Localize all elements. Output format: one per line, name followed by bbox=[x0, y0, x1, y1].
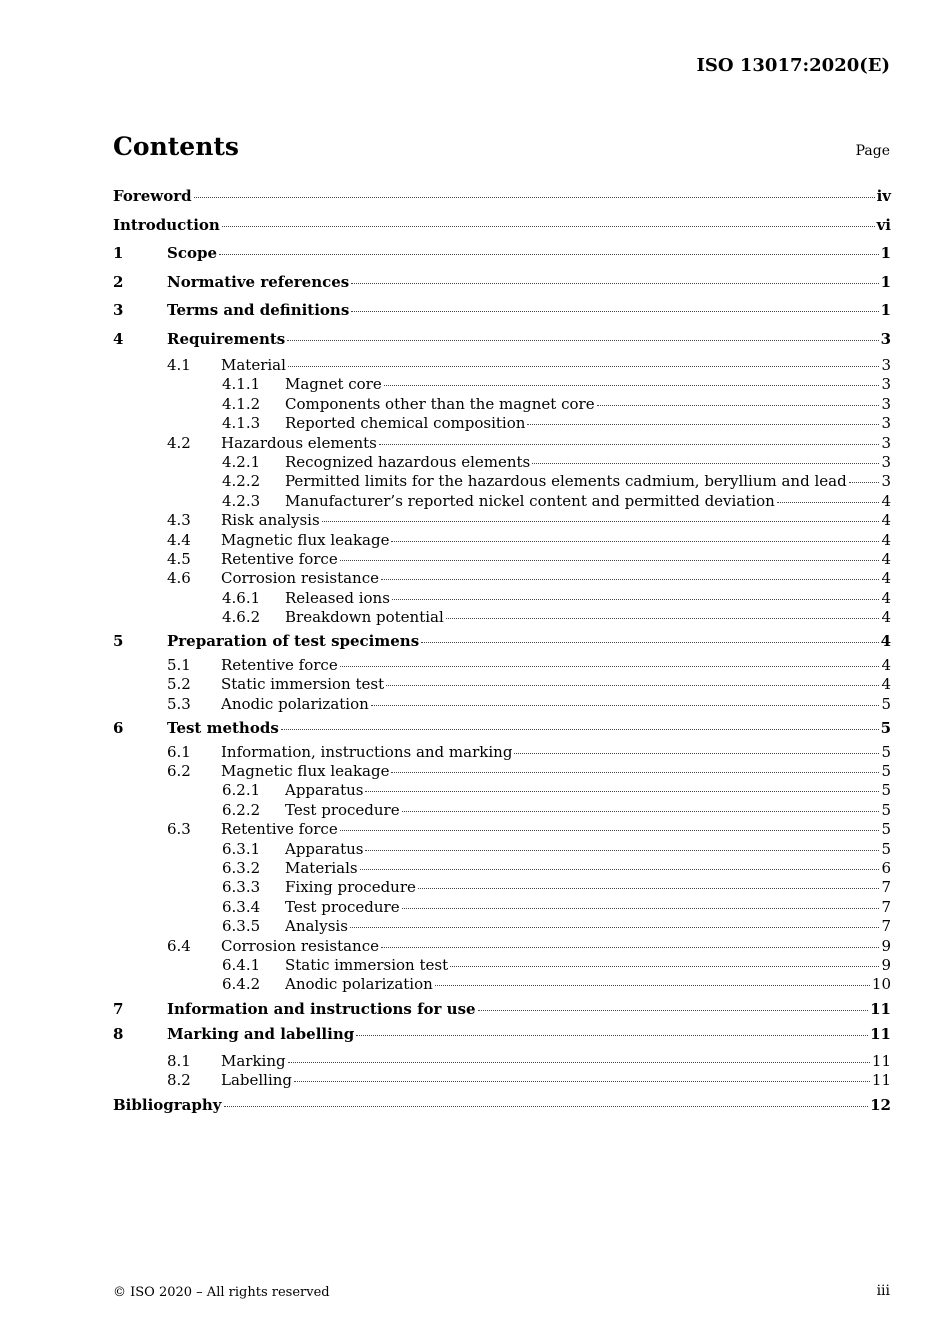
toc-entry-number: 7 bbox=[113, 999, 124, 1018]
dot-leader bbox=[281, 729, 879, 730]
toc-entry[interactable] bbox=[113, 714, 891, 743]
toc-entry-page: 5 bbox=[880, 719, 891, 738]
toc-entry-label: Corrosion resistance bbox=[221, 936, 379, 955]
toc-entry-number: 4.2.2 bbox=[222, 472, 261, 491]
toc-entry-page: 5 bbox=[881, 781, 891, 800]
toc-entry[interactable] bbox=[113, 695, 891, 714]
toc-entry[interactable] bbox=[113, 1091, 891, 1120]
toc-entry-page: 1 bbox=[880, 244, 891, 262]
toc-entry-page: 4 bbox=[881, 511, 891, 530]
toc-entry[interactable] bbox=[113, 299, 891, 328]
toc-entry-label: Material bbox=[221, 356, 286, 374]
toc-entry-page: 5 bbox=[881, 800, 891, 819]
toc-entry-label: Apparatus bbox=[285, 781, 364, 800]
toc-entry-label: Test procedure bbox=[285, 897, 400, 916]
toc-entry-number: 6.3 bbox=[167, 820, 191, 839]
toc-entry[interactable] bbox=[113, 242, 891, 271]
table-of-contents bbox=[113, 185, 891, 1119]
toc-entry-number: 6.3.5 bbox=[222, 917, 261, 936]
toc-entry-label: Retentive force bbox=[221, 820, 338, 839]
toc-entry-number: 5.3 bbox=[167, 694, 191, 713]
toc-entry-label: Manufacturer’s reported nickel content and permitted deviation bbox=[285, 491, 775, 510]
toc-entry[interactable] bbox=[113, 898, 891, 917]
dot-leader bbox=[527, 424, 879, 425]
toc-entry-page: 12 bbox=[870, 1095, 891, 1114]
toc-entry-label: Anodic polarization bbox=[221, 694, 369, 713]
toc-entry-number: 5.1 bbox=[167, 655, 191, 674]
toc-entry-page: 1 bbox=[880, 272, 891, 291]
toc-entry[interactable] bbox=[113, 675, 891, 694]
toc-entry[interactable] bbox=[113, 550, 891, 569]
toc-entry-page: 5 bbox=[881, 839, 891, 858]
dot-leader bbox=[446, 618, 880, 619]
toc-entry[interactable] bbox=[113, 627, 891, 656]
toc-entry-number: 3 bbox=[113, 301, 124, 319]
toc-entry[interactable] bbox=[113, 214, 891, 243]
toc-entry-label: Foreword bbox=[113, 187, 192, 205]
toc-entry-number: 4.5 bbox=[167, 549, 191, 568]
dot-leader bbox=[777, 502, 880, 503]
dot-leader bbox=[194, 197, 875, 198]
toc-entry[interactable] bbox=[113, 781, 891, 800]
toc-entry-page: 1 bbox=[880, 301, 891, 319]
toc-entry-label: Terms and definitions bbox=[167, 301, 350, 319]
toc-entry-label: Hazardous elements bbox=[221, 433, 377, 452]
toc-entry-number: 6.2.2 bbox=[222, 800, 261, 819]
toc-entry-label: Retentive force bbox=[221, 655, 338, 674]
toc-entry-number: 4.1 bbox=[167, 356, 191, 374]
toc-entry-number: 8.1 bbox=[167, 1051, 191, 1070]
dot-leader bbox=[402, 811, 880, 812]
toc-entry[interactable] bbox=[113, 453, 891, 472]
dot-leader bbox=[450, 966, 879, 967]
dot-leader bbox=[340, 666, 880, 667]
toc-entry-page: 5 bbox=[881, 742, 891, 761]
toc-entry-number: 8 bbox=[113, 1025, 124, 1044]
dot-leader bbox=[222, 226, 875, 227]
toc-entry[interactable] bbox=[113, 589, 891, 608]
toc-entry-label: Labelling bbox=[221, 1071, 293, 1090]
dot-leader bbox=[381, 947, 879, 948]
footer-page-number: iii bbox=[876, 1283, 890, 1299]
dot-leader bbox=[379, 444, 880, 445]
toc-entry[interactable] bbox=[113, 840, 891, 859]
toc-entry-page: 4 bbox=[881, 569, 891, 588]
toc-entry-page: 10 bbox=[871, 975, 891, 994]
toc-entry-label: Requirements bbox=[167, 329, 286, 348]
toc-entry-number: 4.2.3 bbox=[222, 491, 261, 510]
dot-leader bbox=[532, 463, 879, 464]
toc-entry-page: 4 bbox=[881, 675, 891, 694]
toc-entry-page: 7 bbox=[881, 917, 891, 936]
toc-entry[interactable] bbox=[113, 511, 891, 530]
toc-entry-label: Risk analysis bbox=[221, 511, 320, 530]
dot-leader bbox=[351, 283, 878, 284]
toc-entry[interactable] bbox=[113, 569, 891, 588]
toc-entry-label: Static immersion test bbox=[285, 955, 449, 974]
toc-entry-label: Breakdown potential bbox=[285, 608, 444, 627]
toc-entry[interactable] bbox=[113, 1023, 891, 1052]
toc-entry-number: 6.4 bbox=[167, 936, 191, 955]
toc-entry[interactable] bbox=[113, 185, 891, 214]
dot-leader bbox=[219, 254, 879, 255]
toc-entry-label: Test procedure bbox=[285, 800, 400, 819]
dot-leader bbox=[350, 927, 880, 928]
toc-entry[interactable] bbox=[113, 1071, 891, 1090]
dot-leader bbox=[381, 579, 879, 580]
toc-entry-page: 4 bbox=[881, 530, 891, 549]
toc-entry-number: 6.3.3 bbox=[222, 878, 261, 897]
toc-entry-page: 11 bbox=[870, 1025, 891, 1044]
toc-entry-label: Released ions bbox=[285, 588, 390, 607]
toc-entry-page: 3 bbox=[881, 452, 891, 471]
dot-leader bbox=[360, 869, 880, 870]
toc-entry-label: Reported chemical composition bbox=[285, 414, 526, 433]
toc-entry[interactable] bbox=[113, 608, 891, 627]
toc-entry[interactable] bbox=[113, 878, 891, 897]
footer-copyright: © ISO 2020 – All rights reserved bbox=[113, 1285, 330, 1300]
toc-entry-page: 3 bbox=[881, 414, 891, 433]
toc-entry-page: 3 bbox=[881, 375, 891, 394]
toc-entry-number: 4.2 bbox=[167, 433, 191, 452]
toc-entry-label: Corrosion resistance bbox=[221, 569, 379, 588]
toc-entry-number: 6 bbox=[113, 719, 124, 738]
dot-leader bbox=[435, 985, 870, 986]
toc-entry-page: 11 bbox=[871, 1051, 891, 1070]
toc-entry[interactable] bbox=[113, 743, 891, 762]
toc-entry-label: Introduction bbox=[113, 215, 220, 234]
toc-entry[interactable] bbox=[113, 917, 891, 936]
toc-entry[interactable] bbox=[113, 271, 891, 300]
toc-entry-label: Static immersion test bbox=[221, 675, 385, 694]
toc-entry-page: 9 bbox=[881, 955, 891, 974]
toc-entry[interactable] bbox=[113, 937, 891, 956]
toc-entry-page: 4 bbox=[881, 608, 891, 627]
toc-entry-page: 5 bbox=[881, 694, 891, 713]
toc-entry-number: 4 bbox=[113, 329, 124, 348]
toc-entry-label: Components other than the magnet core bbox=[285, 394, 595, 413]
toc-entry[interactable] bbox=[113, 375, 891, 394]
toc-entry[interactable] bbox=[113, 762, 891, 781]
toc-entry-label: Scope bbox=[167, 244, 218, 262]
toc-entry-number: 6.4.2 bbox=[222, 975, 261, 994]
toc-entry-number: 2 bbox=[113, 272, 124, 291]
toc-entry-number: 4.3 bbox=[167, 511, 191, 530]
dot-leader bbox=[478, 1010, 869, 1011]
toc-entry-label: Bibliography bbox=[113, 1095, 222, 1114]
toc-entry[interactable] bbox=[113, 956, 891, 975]
dot-leader bbox=[849, 482, 880, 483]
toc-entry-label: Anodic polarization bbox=[285, 975, 433, 994]
toc-entry-label: Analysis bbox=[285, 917, 348, 936]
toc-entry-page: 4 bbox=[881, 588, 891, 607]
toc-entry-number: 6.2 bbox=[167, 762, 191, 781]
toc-entry[interactable] bbox=[113, 356, 891, 375]
toc-entry-page: 5 bbox=[881, 762, 891, 781]
toc-entry-number: 4.1.2 bbox=[222, 394, 261, 413]
dot-leader bbox=[294, 1081, 870, 1082]
toc-entry-page: vi bbox=[876, 215, 891, 234]
toc-entry-number: 6.1 bbox=[167, 742, 191, 761]
toc-entry[interactable] bbox=[113, 414, 891, 433]
toc-entry-page: 7 bbox=[881, 878, 891, 897]
toc-entry-page: 4 bbox=[881, 655, 891, 674]
dot-leader bbox=[351, 311, 878, 312]
dot-leader bbox=[356, 1035, 868, 1036]
dot-leader bbox=[597, 405, 880, 406]
toc-entry[interactable] bbox=[113, 859, 891, 878]
toc-entry-number: 6.2.1 bbox=[222, 781, 261, 800]
toc-entry-label: Retentive force bbox=[221, 549, 338, 568]
toc-entry-page: 9 bbox=[881, 936, 891, 955]
toc-entry-page: 3 bbox=[881, 433, 891, 452]
toc-entry-number: 8.2 bbox=[167, 1071, 191, 1090]
dot-leader bbox=[224, 1106, 869, 1107]
toc-entry-page: 3 bbox=[881, 356, 891, 374]
toc-entry[interactable] bbox=[113, 975, 891, 994]
toc-entry-number: 4.6.2 bbox=[222, 608, 261, 627]
toc-entry-label: Magnet core bbox=[285, 375, 382, 394]
toc-entry-label: Information, instructions and marking bbox=[221, 742, 513, 761]
page-column-label: Page bbox=[855, 143, 890, 159]
toc-entry-label: Preparation of test specimens bbox=[167, 632, 420, 651]
dot-leader bbox=[340, 560, 880, 561]
dot-leader bbox=[288, 366, 880, 367]
toc-entry[interactable] bbox=[113, 820, 891, 839]
document-id: ISO 13017:2020(E) bbox=[696, 55, 890, 76]
toc-entry-page: 11 bbox=[870, 999, 891, 1018]
toc-entry-number: 4.6 bbox=[167, 569, 191, 588]
toc-entry-label: Marking bbox=[221, 1051, 286, 1070]
toc-entry-number: 4.2.1 bbox=[222, 452, 261, 471]
toc-entry[interactable] bbox=[113, 472, 891, 491]
dot-leader bbox=[287, 340, 878, 341]
toc-entry[interactable] bbox=[113, 434, 891, 453]
toc-entry-label: Magnetic flux leakage bbox=[221, 762, 390, 781]
toc-entry[interactable] bbox=[113, 531, 891, 550]
toc-entry[interactable] bbox=[113, 801, 891, 820]
dot-leader bbox=[391, 541, 879, 542]
toc-entry-label: Test methods bbox=[167, 719, 279, 738]
dot-leader bbox=[322, 521, 880, 522]
toc-entry-number: 4.6.1 bbox=[222, 588, 261, 607]
toc-entry-page: 7 bbox=[881, 897, 891, 916]
dot-leader bbox=[365, 791, 879, 792]
dot-leader bbox=[418, 888, 880, 889]
toc-entry-page: 4 bbox=[881, 491, 891, 510]
toc-entry[interactable] bbox=[113, 1052, 891, 1071]
toc-entry-label: Permitted limits for the hazardous elements cadmium, beryllium and lead bbox=[285, 472, 847, 491]
dot-leader bbox=[288, 1062, 870, 1063]
toc-entry-number: 4.4 bbox=[167, 530, 191, 549]
toc-entry-page: 3 bbox=[881, 394, 891, 413]
dot-leader bbox=[371, 705, 880, 706]
toc-entry-page: 4 bbox=[881, 549, 891, 568]
toc-entry-number: 6.4.1 bbox=[222, 955, 261, 974]
dot-leader bbox=[402, 908, 880, 909]
toc-entry-number: 4.1.3 bbox=[222, 414, 261, 433]
toc-entry-number: 5 bbox=[113, 632, 124, 651]
toc-entry[interactable] bbox=[113, 492, 891, 511]
toc-entry-page: 4 bbox=[880, 632, 891, 651]
toc-entry-number: 6.3.2 bbox=[222, 858, 261, 877]
toc-entry[interactable] bbox=[113, 395, 891, 414]
toc-entry-label: Information and instructions for use bbox=[167, 999, 476, 1018]
toc-entry-number: 1 bbox=[113, 244, 124, 262]
toc-entry-label: Magnetic flux leakage bbox=[221, 530, 390, 549]
dot-leader bbox=[514, 753, 879, 754]
dot-leader bbox=[391, 772, 879, 773]
toc-entry-label: Marking and labelling bbox=[167, 1025, 355, 1044]
toc-entry-page: 3 bbox=[880, 329, 891, 348]
dot-leader bbox=[386, 685, 879, 686]
dot-leader bbox=[340, 830, 880, 831]
toc-entry-page: 5 bbox=[881, 820, 891, 839]
toc-entry-label: Normative references bbox=[167, 272, 350, 291]
toc-entry-page: 3 bbox=[881, 472, 891, 491]
toc-entry-label: Recognized hazardous elements bbox=[285, 452, 531, 471]
toc-entry-number: 4.1.1 bbox=[222, 375, 261, 394]
dot-leader bbox=[384, 385, 880, 386]
toc-entry-page: 11 bbox=[871, 1071, 891, 1090]
toc-entry[interactable] bbox=[113, 656, 891, 675]
toc-entry[interactable] bbox=[113, 995, 891, 1024]
toc-entry[interactable] bbox=[113, 328, 891, 357]
toc-entry-page: iv bbox=[876, 187, 891, 205]
toc-entry-label: Fixing procedure bbox=[285, 878, 416, 897]
toc-entry-label: Apparatus bbox=[285, 839, 364, 858]
toc-entry-number: 5.2 bbox=[167, 675, 191, 694]
toc-entry-number: 6.3.1 bbox=[222, 839, 261, 858]
toc-entry-page: 6 bbox=[881, 858, 891, 877]
page-title: Contents bbox=[113, 132, 240, 161]
toc-entry-number: 6.3.4 bbox=[222, 897, 261, 916]
dot-leader bbox=[421, 642, 878, 643]
dot-leader bbox=[392, 599, 880, 600]
toc-entry-label: Materials bbox=[285, 858, 358, 877]
dot-leader bbox=[365, 850, 879, 851]
